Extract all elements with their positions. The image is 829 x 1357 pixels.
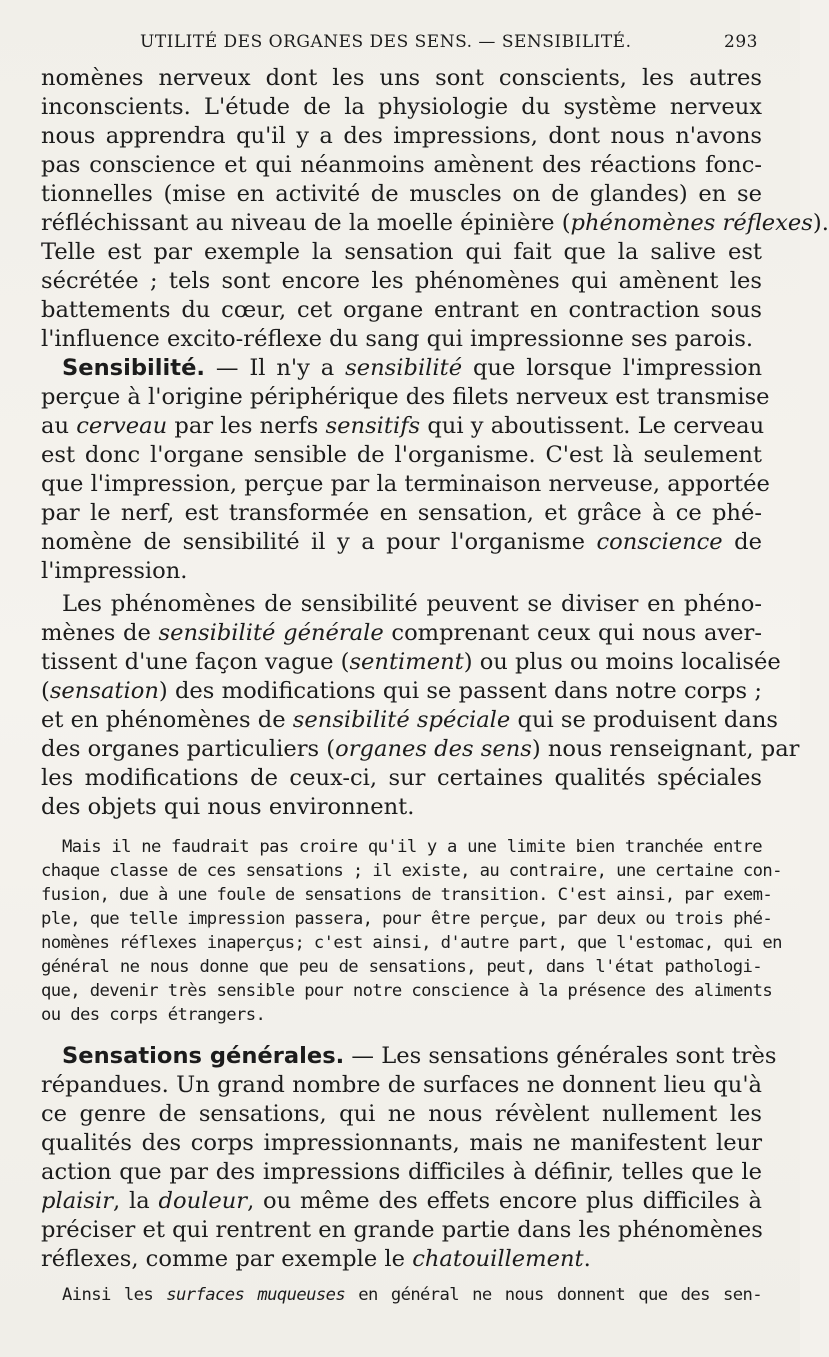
text-line: tionnelles (mise en activité de muscles on de glandes) en se [41,181,762,207]
section-heading: Sensibilité. [62,355,205,381]
italic-term: sensibilité spéciale [292,707,511,733]
italic-term: conscience [596,529,723,555]
italic-term: sensitifs [325,413,421,439]
italic-term: cerveau [76,413,168,439]
text-line: et en phénomènes de sensibilité spéciale qui se produisent dans [41,707,779,733]
text-line: par le nerf, est transformée en sensation, et grâce à ce phé- [41,500,762,526]
text-line: l'influence excito-réflexe du sang qui impressionne ses parois. [41,326,754,352]
text-line: nous apprendra qu'il y a des impressions, dont nous n'avons [41,123,762,149]
text-line: qualités des corps impressionnants, mais ne manifestent leur [41,1130,762,1156]
italic-term: phénomènes réflexes [570,210,813,236]
text-line: Telle est par exemple la sensation qui fait que la salive est [41,239,762,265]
italic-term: douleur [158,1188,248,1214]
text-line: que l'impression, perçue par la terminaison nerveuse, apportée [41,471,770,497]
text-line: l'impression. [41,558,188,584]
note-line: Mais il ne faudrait pas croire qu'il y a une limite bien tranchée entre [62,837,762,857]
text-line: sécrétée ; tels sont encore les phénomènes qui amènent les [41,268,762,294]
italic-term: plaisir [41,1188,114,1214]
text-line: action que par des impressions difficiles à définir, telles que le [41,1159,762,1185]
text-line: réflexes, comme par exemple le chatouillement. [41,1246,591,1272]
text-line: nomène de sensibilité il y a pour l'organisme conscience de [41,529,762,555]
italic-term: sensibilité [345,355,463,381]
note-line: nomènes réflexes inaperçus; c'est ainsi, d'autre part, que l'estomac, qui en [41,933,782,953]
text-line: répandues. Un grand nombre de surfaces ne donnent lieu qu'à [41,1072,762,1098]
text-line: des objets qui nous environnent. [41,794,415,820]
text-line: mènes de sensibilité générale comprenant ceux qui nous aver- [41,620,762,646]
text-line: battements du cœur, cet organe entrant en contraction sous [41,297,762,323]
text-line: Ainsi les surfaces muqueuses en général ne nous donnent que des sen- [62,1285,762,1305]
text-line: perçue à l'origine périphérique des filets nerveux est transmise [41,384,770,410]
text-line: plaisir, la douleur, ou même des effets encore plus difficiles à [41,1188,762,1214]
italic-term: chatouillement [412,1246,584,1272]
text-line: ce genre de sensations, qui ne nous révèlent nullement les [41,1101,762,1127]
text-line: des organes particuliers (organes des sens) nous renseignant, par [41,736,800,762]
text-line: pas conscience et qui néanmoins amènent des réactions fonc- [41,152,762,178]
text-line: nomènes nerveux dont les uns sont conscients, les autres [41,65,762,91]
text-line: Sensibilité. — Il n'y a sensibilité que lorsque l'impression [62,355,762,381]
text-line: tissent d'une façon vague (sentiment) ou plus ou moins localisée [41,649,781,675]
text-line: Les phénomènes de sensibilité peuvent se diviser en phéno- [62,591,762,617]
text-line: inconscients. L'étude de la physiologie du système nerveux [41,94,762,120]
italic-term: surfaces muqueuses [166,1285,346,1305]
section-heading: Sensations générales. [62,1043,345,1069]
running-head [60,32,758,58]
running-title: UTILITÉ DES ORGANES DES SENS. — SENSIBILITÉ. [140,32,632,52]
text-line: au cerveau par les nerfs sensitifs qui y aboutissent. Le cerveau [41,413,765,439]
italic-term: sensation [49,678,159,704]
italic-term: sensibilité générale [158,620,384,646]
text-line: est donc l'organe sensible de l'organisme. C'est là seulement [41,442,762,468]
note-line: ple, que telle impression passera, pour être perçue, par deux ou trois phé- [41,909,773,929]
text-line: réfléchissant au niveau de la moelle épinière (phénomènes réflexes). [41,210,829,236]
text-line: Sensations générales. — Les sensations générales sont très [62,1043,777,1069]
note-line: que, devenir très sensible pour notre conscience à la présence des aliments [41,981,773,1001]
note-line: général ne nous donne que peu de sensations, peut, dans l'état pathologi- [41,957,762,977]
text-line: (sensation) des modifications qui se passent dans notre corps ; [41,678,762,704]
italic-term: organes des sens [335,736,532,762]
page-number: 293 [724,32,758,52]
text-line: préciser et qui rentrent en grande partie dans les phénomènes [41,1217,763,1243]
note-line: ou des corps étrangers. [41,1005,266,1025]
note-line: fusion, due à une foule de sensations de transition. C'est ainsi, par exem- [41,885,773,905]
text-line: les modifications de ceux-ci, sur certaines qualités spéciales [41,765,762,791]
italic-term: sentiment [349,649,464,675]
note-line: chaque classe de ces sensations ; il existe, au contraire, une certaine con- [41,861,782,881]
